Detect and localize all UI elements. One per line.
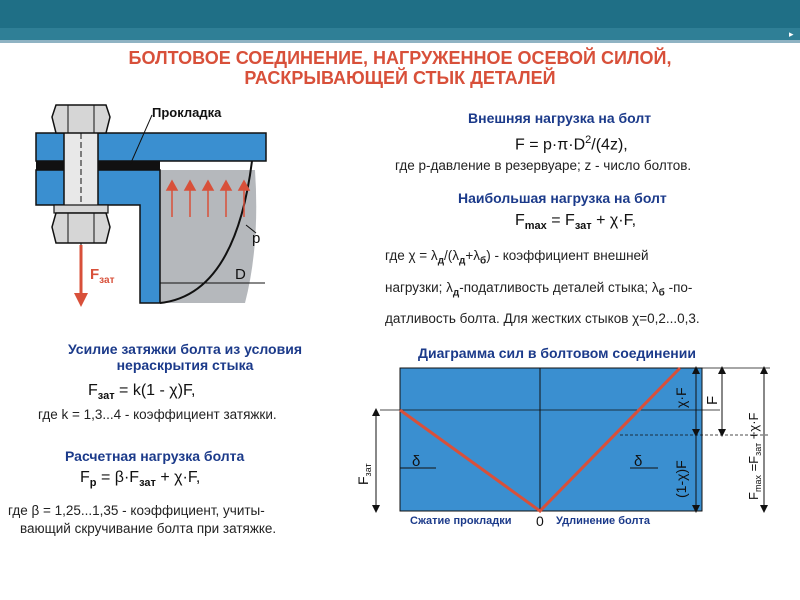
page-title [40,48,760,88]
external-load-note: где p-давление в резервуаре; z - число болтов. [395,158,692,173]
bolt-joint-drawing [20,95,280,335]
extension-label: Удлинение болта [556,515,650,527]
diagram-field [400,368,702,511]
max-load-formula: $F_{max} = F_{зат} + \chi\cdot F$, [515,212,637,233]
compression-label: Сжатие прокладки [410,515,512,527]
washer [54,205,108,213]
max-load-note-1: где $\chi = \lambda_д/(\lambda_д+\lambda_б)$ - коэффициент внешней [385,248,649,267]
one-minus-chi-f-label: (1-χ)F [673,460,689,498]
header-strip [0,28,800,40]
tightening-formula: $F_{зат} = k(1 - \chi)F$, [88,382,196,403]
fzat-label: $F_{зат}$ [355,463,373,485]
tightening-heading: Усилие затяжки болта из условия нераскрытия стыка [67,341,302,373]
f-label: F [704,395,721,405]
external-load-heading: Внешняя нагрузка на болт [468,110,652,126]
external-load-formula: $F = p\cdot\pi\cdot D^2/(4z)$, [515,134,628,154]
pressure-label: p [252,230,261,247]
diameter-label: D [235,266,246,283]
nut [52,213,110,243]
delta-right: δ [634,453,643,470]
delta-left: δ [412,453,421,470]
title-line-2: РАСКРЫВАЮЩЕЙ СТЫК ДЕТАЛЕЙ [244,68,556,88]
max-load-note-2: нагрузки; $\lambda_д$-податливость деталей стыка; $\lambda_б$ -по- [385,280,693,299]
header-bar [0,0,800,28]
force-label: $F_{зат}$ [90,266,115,286]
max-load-heading: Наибольшая нагрузка на болт [458,190,667,206]
force-diagram-heading: Диаграмма сил в болтовом соединении [418,345,696,361]
tightening-note: где k = 1,3...4 - коэффициент затяжки. [38,407,277,422]
slide-arrow-icon: ▸ [789,29,794,39]
force-diagram [340,360,795,535]
gasket-label: Прокладка [152,105,222,120]
design-load-note-2: вающий скручивание болта при затяжке. [20,521,277,536]
design-load-formula: $F_p = \beta\cdot F_{зат} + \chi\cdot F$, [80,469,201,490]
header-divider [0,40,800,43]
bolt-head [52,105,110,133]
design-load-heading: Расчетная нагрузка болта [65,448,245,464]
origin-label: 0 [536,513,544,529]
title-line-1: БОЛТОВОЕ СОЕДИНЕНИЕ, НАГРУЖЕННОЕ ОСЕВОЙ СИЛОЙ, [128,48,672,68]
max-load-note-3: датливость болта. Для жестких стыков χ=0,2...0,3. [385,311,700,326]
design-load-note-1: где β = 1,25...1,35 - коэффициент, учиты- [8,503,265,518]
fmax-label: $F_{max} =F_{зат} +\chi\cdot F$ [746,412,763,500]
chi-f-label: χ·F [673,387,689,408]
